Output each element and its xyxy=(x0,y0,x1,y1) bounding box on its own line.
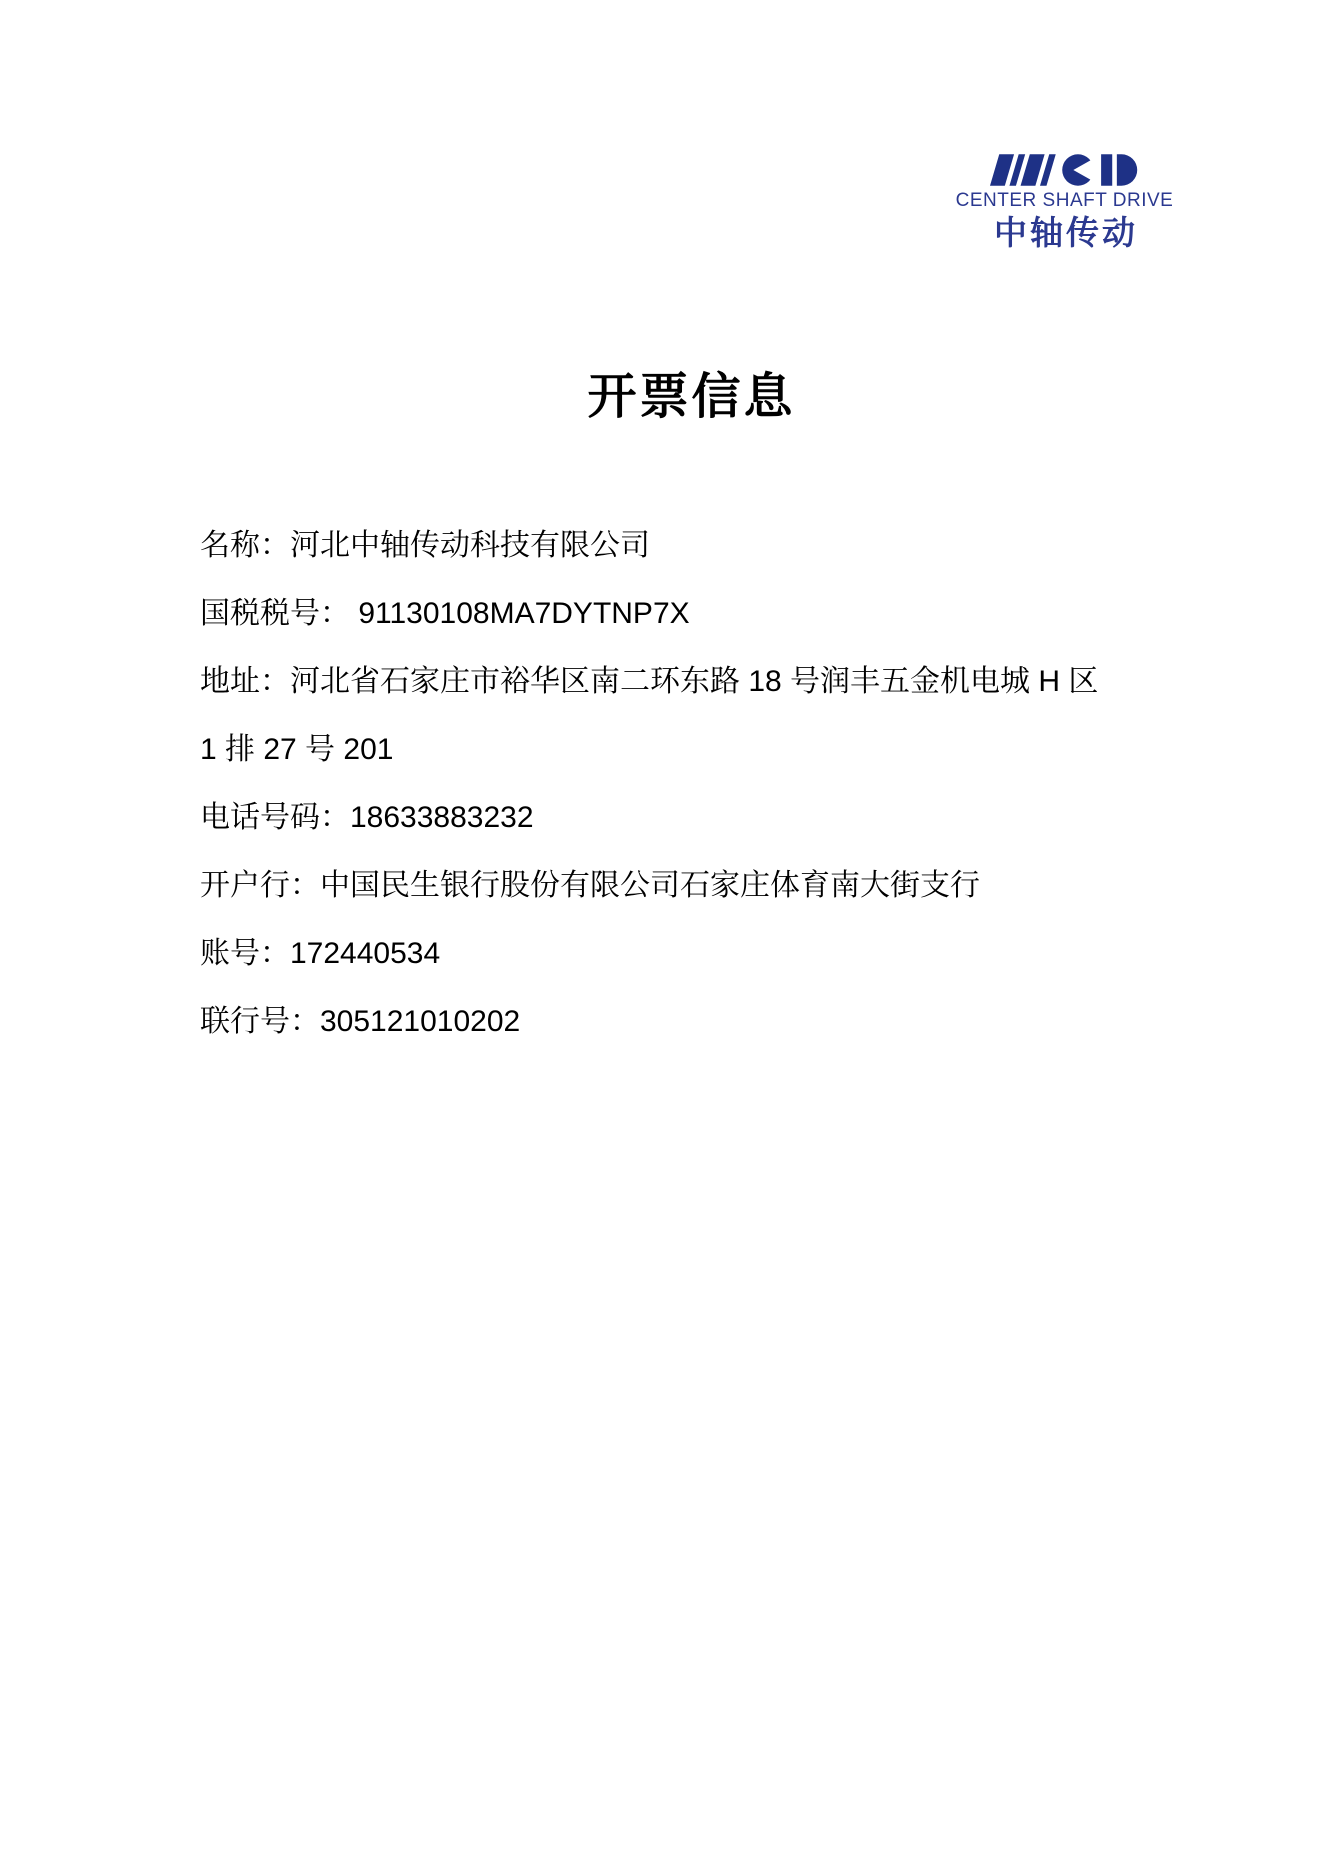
account-number-line: 账号：172440534 xyxy=(200,937,441,970)
logo-tagline-cn: 中轴传动 xyxy=(994,214,1138,251)
page-title: 开票信息 xyxy=(587,370,796,424)
address-line-2: 1 排 27 号 201 xyxy=(200,733,394,766)
logo-tagline-en: CENTER SHAFT DRIVE xyxy=(955,190,1174,211)
company-logo xyxy=(942,153,1187,252)
bank-branch-code-line: 联行号：305121010202 xyxy=(200,1005,521,1038)
company-name-line: 名称：河北中轴传动科技有限公司 xyxy=(200,529,650,562)
invoice-info-block xyxy=(200,512,1160,1056)
zzcd-logo-icon xyxy=(990,153,1140,187)
bank-name-line: 开户行：中国民生银行股份有限公司石家庄体育南大街支行 xyxy=(200,869,980,902)
phone-number-line: 电话号码：18633883232 xyxy=(200,801,534,834)
address-line-1: 地址：河北省石家庄市裕华区南二环东路 18 号润丰五金机电城 H 区 xyxy=(200,665,1099,698)
tax-id-line: 国税税号： 91130108MA7DYTNP7X xyxy=(200,597,690,630)
